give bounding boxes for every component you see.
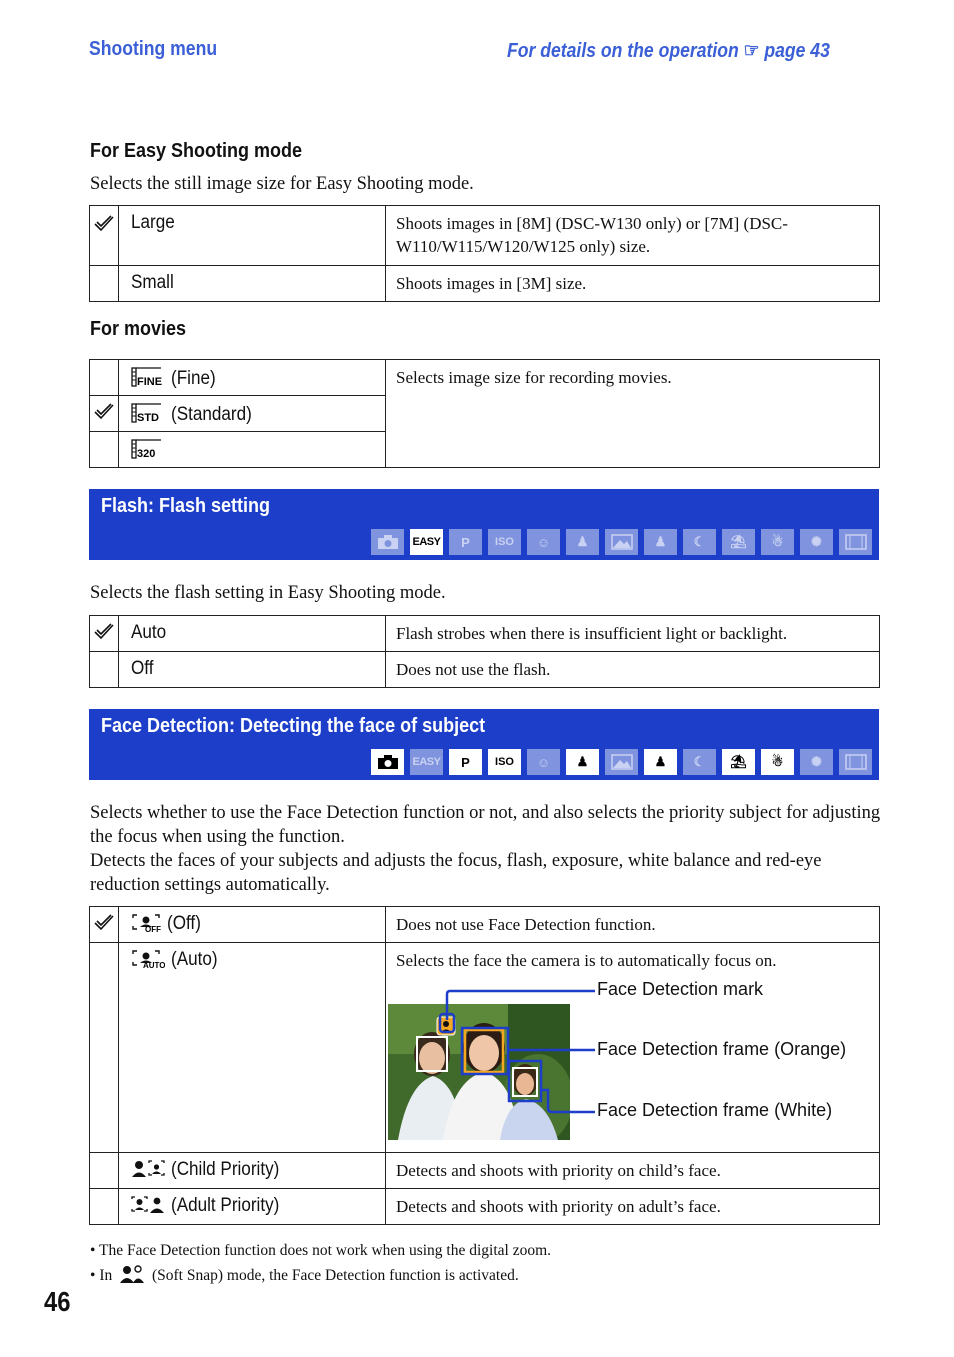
- svg-text:STD: STD: [137, 412, 159, 424]
- beach-icon: ⛱: [722, 749, 755, 775]
- snow-icon: ☃: [761, 749, 794, 775]
- option-name: (Child Priority): [119, 1153, 386, 1189]
- twilight-portrait-icon: ♟: [644, 529, 677, 555]
- snow-icon: ☃: [761, 529, 794, 555]
- page-number: 46: [44, 1286, 71, 1317]
- option-name: Off: [119, 652, 386, 688]
- pointing-hand-icon: ☞: [743, 40, 760, 62]
- fireworks-icon: ✺: [800, 529, 833, 555]
- option-name: (Adult Priority): [119, 1189, 386, 1225]
- note-item: • In (Soft Snap) mode, the Face Detection function is activated.: [90, 1263, 551, 1292]
- program-mode-icon: P: [449, 529, 482, 555]
- option-description: Flash strobes when there is insufficient light or backlight.: [386, 616, 880, 652]
- option-name: AUTO (Auto): [119, 943, 386, 1153]
- callout-face-detection-mark: Face Detection mark: [597, 979, 764, 999]
- fireworks-icon: ✺: [800, 749, 833, 775]
- option-name: Small: [119, 266, 386, 302]
- easy-intro: Selects the still image size for Easy Shooting mode.: [90, 174, 474, 194]
- option-name: Auto: [119, 616, 386, 652]
- easy-section-title: For Easy Shooting mode: [90, 140, 303, 162]
- movies-section-title: For movies: [90, 318, 187, 340]
- callout-frame-white: Face Detection frame (White): [597, 1100, 833, 1120]
- twilight-icon: ☾: [683, 529, 716, 555]
- soft-snap-icon: [120, 1264, 144, 1292]
- option-description-text: Selects the face the camera is to automatically focus on.: [396, 951, 777, 970]
- easy-mode-icon: EASY: [410, 529, 443, 555]
- option-description: Selects image size for recording movies.: [386, 360, 880, 468]
- svg-text:320: 320: [137, 448, 156, 460]
- option-description: Shoots images in [8M] (DSC-W130 only) or [7M] (DSC-W110/W115/W120/W125 only) size.: [386, 206, 880, 266]
- smile-icon: ☺: [527, 749, 560, 775]
- easy-mode-icon: EASY: [410, 749, 443, 775]
- twilight-portrait-icon: ♟: [644, 749, 677, 775]
- flash-band-title: Flash: Flash setting: [101, 495, 271, 517]
- note-item: • The Face Detection function does not work when using the digital zoom.: [90, 1242, 552, 1259]
- iso-mode-icon: ISO: [488, 749, 521, 775]
- option-name: OFF (Off): [119, 907, 386, 943]
- twilight-icon: ☾: [683, 749, 716, 775]
- svg-text:AUTO: AUTO: [143, 961, 165, 969]
- iso-mode-icon: ISO: [488, 529, 521, 555]
- face-intro-1: Selects whether to use the Face Detection function or not, and also selects the priority subject for adjusting the focus when using the function.: [90, 803, 881, 847]
- program-mode-icon: P: [449, 749, 482, 775]
- option-name: Large: [119, 206, 386, 266]
- flash-intro: Selects the flash setting in Easy Shooting mode.: [90, 583, 446, 603]
- running-header-page: page 43: [764, 40, 830, 62]
- beach-icon: ⛱: [722, 529, 755, 555]
- svg-text:FINE: FINE: [137, 376, 163, 388]
- svg-text:OFF: OFF: [145, 925, 161, 933]
- soft-snap-icon: ♟: [566, 749, 599, 775]
- soft-snap-icon: ♟: [566, 529, 599, 555]
- option-description: Shoots images in [3M] size.: [386, 266, 880, 302]
- face-band-title: Face Detection: Detecting the face of subject: [101, 715, 486, 737]
- note-list: [90, 1238, 551, 1292]
- option-name: STD (Standard): [119, 396, 386, 432]
- face-intro-2: Detects the faces of your subjects and adjusts the focus, flash, exposure, white balance and red-eye reduction settings automatically.: [90, 851, 822, 895]
- option-description: Detects and shoots with priority on child’s face.: [386, 1153, 880, 1189]
- option-description: Detects and shoots with priority on adult’s face.: [386, 1189, 880, 1225]
- option-description: Does not use Face Detection function.: [386, 907, 880, 943]
- option-description: Does not use the flash.: [386, 652, 880, 688]
- running-header-text: For details on the operation: [507, 40, 739, 62]
- callout-frame-orange: Face Detection frame (Orange): [597, 1039, 847, 1059]
- running-header-left: Shooting menu: [89, 38, 218, 60]
- option-name: FINE (Fine): [119, 360, 386, 396]
- smile-icon: ☺: [527, 529, 560, 555]
